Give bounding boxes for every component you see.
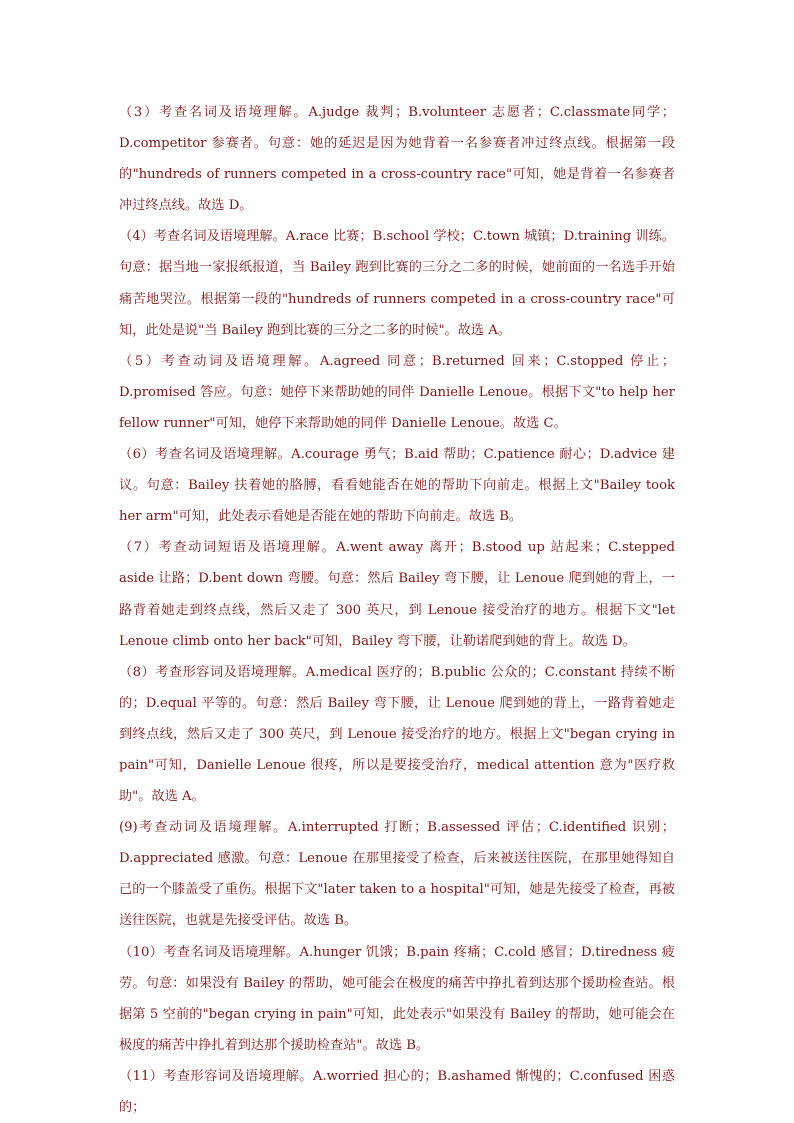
explanation-paragraph-3: （3）考查名词及语境理解。A.judge 裁判；B.volunteer 志愿者；C.classmate同学；D.competitor 参赛者。句意：她的延迟是因为她背着一名参赛者冲过终点线。根据第一段的"hundreds of runners competed in a cross-country race"可知，她是背着一名参赛者冲过终点线。故选 D。 xyxy=(119,105,675,214)
explanation-paragraph-7: （7）考查动词短语及语境理解。A.went away 离开；B.stood up 站起来；C.stepped aside 让路；D.bent down 弯腰。句意：然后 Bailey 弯下腰，让 Lenoue 爬到她的背上，一路背着她走到终点线，然后又走了 300 英尺，到 Lenoue 接受治疗的地方。根据下文"let Lenoue climb onto her back"可知，Bailey 弯下腰，让勒诺爬到她的背上。故选 D。 xyxy=(119,540,675,649)
explanation-paragraph-8: （8）考查形容词及语境理解。A.medical 医疗的；B.public 公众的；C.constant 持续不断的；D.equal 平等的。句意：然后 Bailey 弯下腰，让 Lenoue 爬到她的背上，一路背着她走到终点线，然后又走了 300 英尺，到 Lenoue 接受治疗的地方。根据上文"began crying in pain"可知，Danielle Lenoue 很疼，所以是要接受治疗，medical attention 意为"医疗救助"。故选 A。 xyxy=(119,664,675,805)
explanation-paragraph-6: （6）考查名词及语境理解。A.courage 勇气；B.aid 帮助；C.patience 耐心；D.advice 建议。句意：Bailey 扶着她的胳膊，看看她能否在她的帮助下向前走。根据上文"Bailey took her arm"可知，此处表示看她是否能在她的帮助下向前走。故选 B。 xyxy=(119,447,675,525)
answer-explanations xyxy=(119,97,675,1123)
explanation-paragraph-10: （10）考查名词及语境理解。A.hunger 饥饿；B.pain 疼痛；C.cold 感冒；D.tiredness 疲劳。句意：如果没有 Bailey 的帮助，她可能会在极度的痛苦中挣扎着到达那个援助检查站。根据第 5 空前的"began crying in pain"可知，此处表示"如果没有 Bailey 的帮助，她可能会在极度的痛苦中挣扎着到达那个援助检查站"。故选 B。 xyxy=(119,944,675,1053)
explanation-paragraph-5: （5）考查动词及语境理解。A.agreed 同意；B.returned 回来；C.stopped 停止；D.promised 答应。句意：她停下来帮助她的同伴 Danielle Lenoue。根据下文"to help her fellow runner"可知，她停下来帮助她的同伴 Danielle Lenoue。故选 C。 xyxy=(119,353,675,431)
explanation-paragraph-4: （4）考查名词及语境理解。A.race 比赛；B.school 学校；C.town 城镇；D.training 训练。句意：据当地一家报纸报道，当 Bailey 跑到比赛的三分之二多的时候，她前面的一名选手开始痛苦地哭泣。根据第一段的"hundreds of runners competed in a cross-country race"可知，此处是说"当 Bailey 跑到比赛的三分之二多的时候"。故选 A。 xyxy=(119,229,675,338)
explanation-paragraph-9: (9)考查动词及语境理解。A.interrupted 打断；B.assessed 评估；C.identified 识别；D.appreciated 感激。句意：Lenoue 在那里接受了检查，后来被送往医院，在那里她得知自己的一个膝盖受了重伤。根据下文"later taken to a hospital"可知，她是先接受了检查，再被送往医院，也就是先接受评估。故选 B。 xyxy=(119,820,675,929)
explanation-paragraph-11: （11）考查形容词及语境理解。A.worried 担心的；B.ashamed 惭愧的；C.confused 困惑的； xyxy=(119,1068,675,1115)
